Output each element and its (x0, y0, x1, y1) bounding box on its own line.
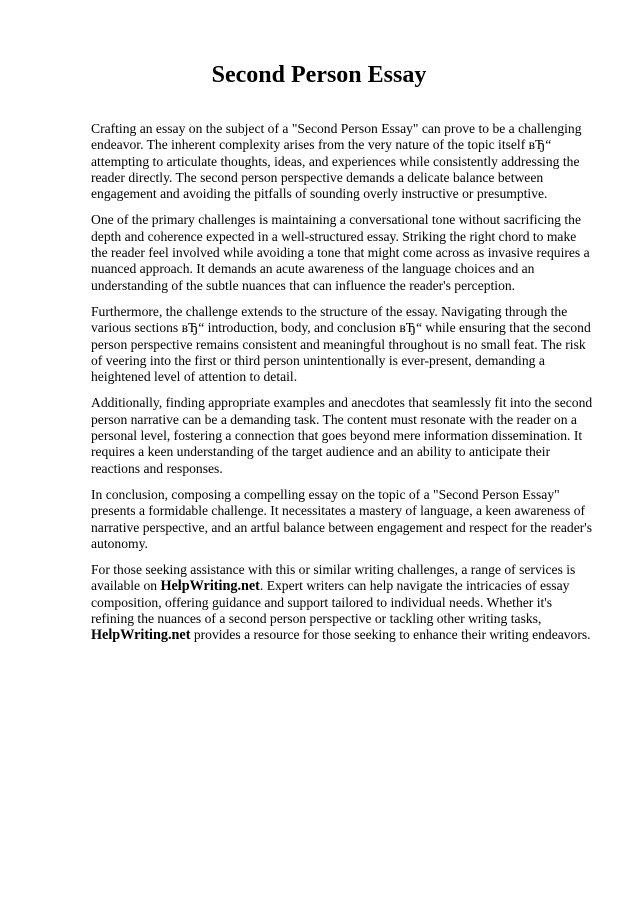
helpwriting-link-1[interactable]: HelpWriting.net (160, 578, 260, 595)
essay-body (91, 121, 594, 654)
paragraph-2: One of the primary challenges is maintaining a conversational tone without sacrificing the depth and coherence expected in a well-structured essay. Striking the right chord to make the reader feel involved while avoiding a tone that might come across as invasive requires a nuanced approach. It demands an acute awareness of the language choices and an understanding of the subtle nuances that can influence the reader's perception. (91, 212, 590, 293)
closing-paragraph (91, 562, 594, 643)
paragraph-5: In conclusion, composing a compelling essay on the topic of a "Second Person Essay" presents a formidable challenge. It necessitates a mastery of language, a keen awareness of narrative perspective, and an artful balance between engagement and respect for the reader's autonomy. (91, 486, 593, 551)
closing-text-3: provides a resource for those seeking to enhance their writing endeavors. (190, 627, 591, 643)
paragraph-1: Crafting an essay on the subject of a "Second Person Essay" can prove to be a challenging endeavor. The inherent complexity arises from the very nature of the topic itself вЂ“ attempting to articulate thoughts, ideas, and experiences while consistently addressing the reader directly. The second person perspective demands a delicate balance between engagement and avoiding the pitfalls of sounding overly instructive or presumptive. (91, 121, 582, 202)
closing-text-1: For those seeking assistance with this or similar writing challenges, a range of services is available on (91, 562, 576, 594)
page-title: Second Person Essay (211, 62, 427, 88)
paragraph-3: Furthermore, the challenge extends to the structure of the essay. Navigating through the various sections вЂ“ introduction, body, and conclusion вЂ“ while ensuring that the second person perspective remains consistent and meaningful throughout is no small feat. The risk of veering into the first or third person unintentionally is ever-present, demanding a heightened level of attention to detail. (91, 303, 591, 385)
helpwriting-link-2[interactable]: HelpWriting.net (91, 627, 191, 644)
paragraph-4: Additionally, finding appropriate examples and anecdotes that seamlessly fit into the second person narrative can be a demanding task. The content must resonate with the reader on a personal level, fostering a connection that goes beyond mere information dissemination. It requires a keen understanding of the target audience and an ability to anticipate their reactions and responses. (91, 395, 593, 476)
closing-text-2: . Expert writers can help navigate the intricacies of essay composition, offering guidance and support tailored to individual needs. Whether it's refining the nuances of a second person perspective or tackling other writing tasks, (91, 578, 570, 627)
